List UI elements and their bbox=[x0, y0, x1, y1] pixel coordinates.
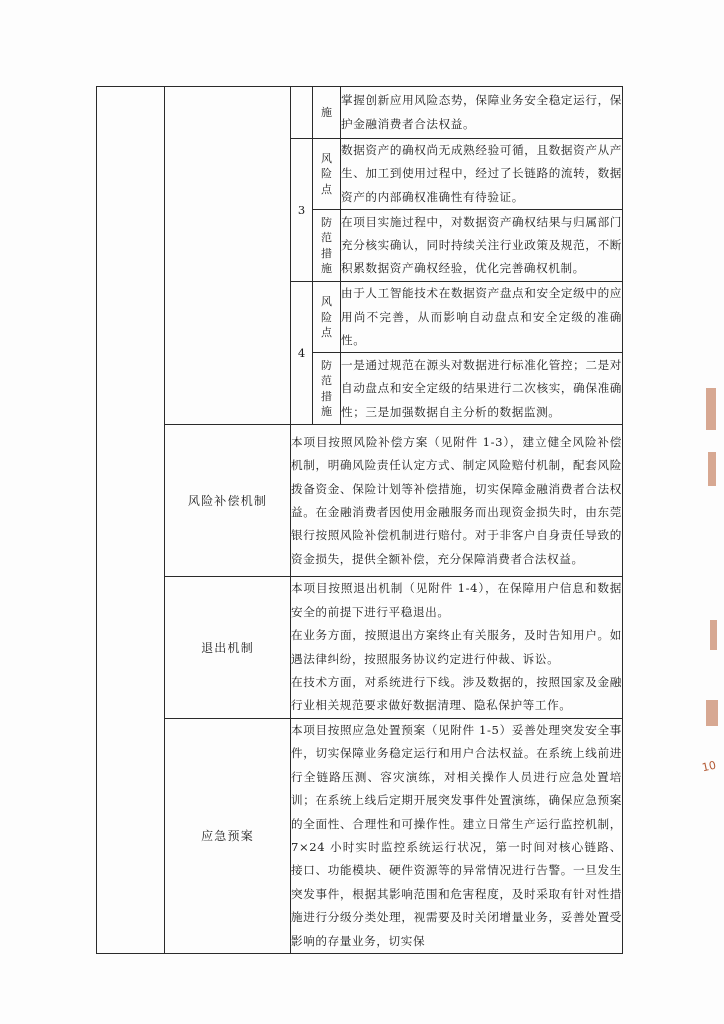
seal-fragment bbox=[706, 388, 716, 430]
table-row bbox=[97, 577, 623, 718]
exit-paragraph-1: 本项目按照退出机制（见附件 1-4），在保障用户信息和数据安全的前提下进行平稳退出。 bbox=[291, 581, 622, 619]
item-number: 4 bbox=[291, 282, 313, 425]
row-header-risk: 风 险 点 bbox=[313, 139, 341, 210]
emergency-plan-text: 本项目按照应急处置预案（见附件 1-5）妥善处理突发安全事件，切实保障业务稳定运行和用户合法权益。在系统上线前进行全链路压测、容灾演练，对相关操作人员进行应急处置培训；在系统上线后定期开展突发事件处置演练，确保应急预案的全面性、合理性和可操作性。建立日常生产运行监控机制，7×24 小时实时监控系统运行状况，第一时间对核心链路、接口、功能模块、硬件资源等的异常情况进行告警。一旦发生突发事件，根据其影响范围和危害程度，及时采取有针对性措施进行分级分类处理，视需要及时关闭增量业务，妥善处置受影响的存量业务，切实保 bbox=[291, 718, 623, 953]
risk-table bbox=[96, 86, 623, 954]
exit-paragraph-2: 在业务方面，按照退出方案终止有关服务，及时告知用户。如遇法律纠纷，按照服务协议约定进行仲裁、诉讼。 bbox=[291, 628, 622, 666]
seal-fragment bbox=[706, 700, 718, 726]
risk-text: 数据资产的确权尚无成熟经验可循，且数据资产从产生、加工到使用过程中，经过了长链路的流转，数据资产的内部确权准确性有待验证。 bbox=[341, 139, 623, 210]
measure-text: 掌握创新应用风险态势，保障业务安全稳定运行，保护金融消费者合法权益。 bbox=[341, 87, 623, 139]
seal-fragment bbox=[708, 452, 716, 486]
risk-text: 由于人工智能技术在数据资产盘点和安全定级中的应用尚不完善，从而影响自动盘点和安全定级的准确性。 bbox=[341, 282, 623, 353]
exit-mechanism-text bbox=[291, 577, 623, 718]
blank-label-cell bbox=[165, 87, 291, 425]
margin-note: 10 bbox=[700, 758, 718, 775]
row-header-measure: 防 范 措 施 bbox=[313, 353, 341, 425]
seal-fragment bbox=[710, 620, 717, 650]
risk-compensation-text: 本项目按照风险补偿方案（见附件 1-3），建立健全风险补偿机制，明确风险责任认定方式、制定风险赔付机制，配套风险拨备资金、保险计划等补偿措施，切实保障金融消费者合法权益。在金融消费者因使用金融服务而出现资金损失时，由东莞银行按照风险补偿机制进行赔付。对于非客户自身责任导致的资金损失，提供全额补偿，充分保障消费者合法权益。 bbox=[291, 425, 623, 577]
measure-text: 在项目实施过程中，对数据资产确权结果与归属部门充分核实确认，同时持续关注行业政策及规范，不断积累数据资产确权经验，优化完善确权机制。 bbox=[341, 210, 623, 282]
section-label-risk-compensation: 风险补偿机制 bbox=[165, 425, 291, 577]
item-number: 3 bbox=[291, 139, 313, 282]
exit-paragraph-3: 在技术方面，对系统进行下线。涉及数据的，按照国家及金融行业相关规范要求做好数据清理、隐私保护等工作。 bbox=[291, 675, 622, 713]
table-row bbox=[97, 718, 623, 953]
section-label-exit-mechanism: 退出机制 bbox=[165, 577, 291, 718]
table-row bbox=[97, 87, 623, 139]
left-blank-cell bbox=[97, 87, 165, 954]
row-header-risk: 风 险 点 bbox=[313, 282, 341, 353]
number-cell bbox=[291, 87, 313, 139]
section-label-emergency-plan: 应急预案 bbox=[165, 718, 291, 953]
row-header-measure: 施 bbox=[313, 87, 341, 139]
measure-text: 一是通过规范在源头对数据进行标准化管控；二是对自动盘点和安全定级的结果进行二次核实，确保准确性；三是加强数据自主分析的数据监测。 bbox=[341, 353, 623, 425]
table-row bbox=[97, 425, 623, 577]
row-header-measure: 防 范 措 施 bbox=[313, 210, 341, 282]
